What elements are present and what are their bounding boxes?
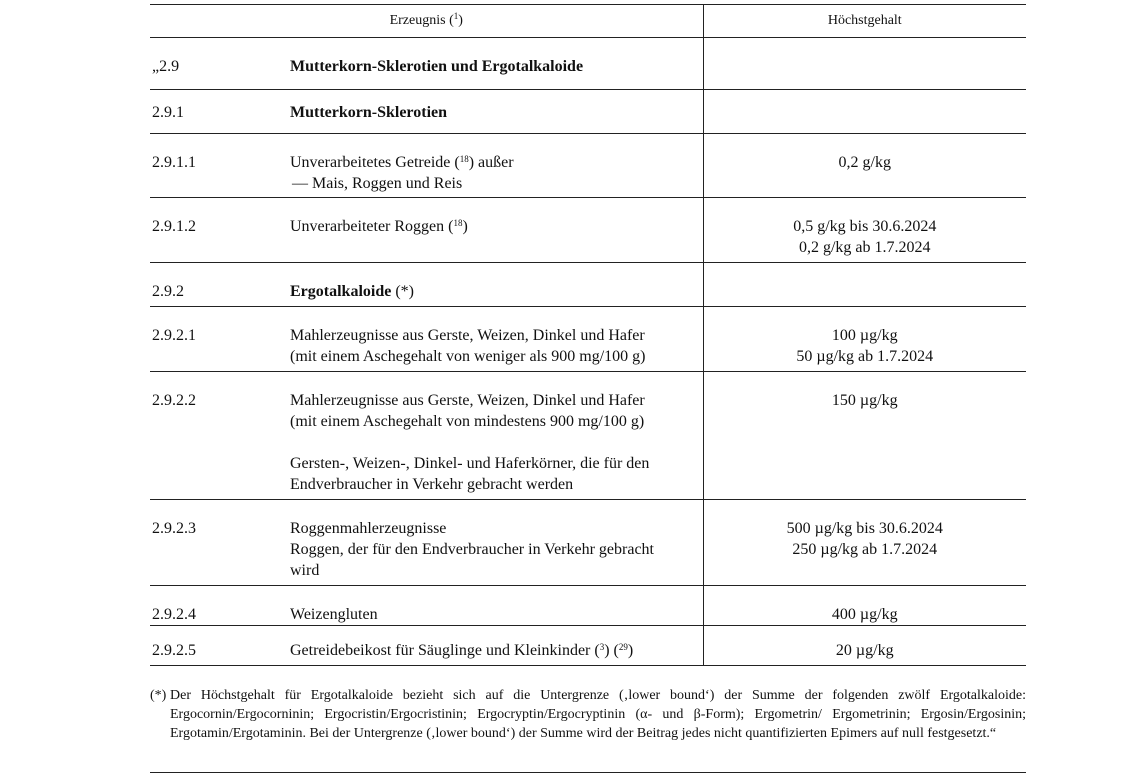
table-row: [150, 500, 1026, 586]
product-line: (mit einem Aschegehalt von mindestens 900 mg/100 g): [290, 413, 645, 430]
contaminant-limits-table: [150, 4, 1026, 666]
product-exception: — Mais, Roggen und Reis: [292, 175, 463, 192]
row-max: [703, 38, 1026, 90]
header-max-content: Höchstgehalt: [703, 5, 1026, 38]
row-max: 20 µg/kg: [703, 626, 1026, 666]
product-text: Unverarbeitetes Getreide: [290, 154, 451, 171]
row-code: 2.9.2.1: [150, 307, 278, 372]
row-max: 0,2 g/kg: [703, 134, 1026, 198]
max-line: 100 µg/kg: [831, 327, 898, 344]
table-row: [150, 372, 1026, 500]
max-line: 500 µg/kg bis 30.6.2024: [786, 520, 943, 537]
product-line: Mahlerzeugnisse aus Gerste, Weizen, Dinkel und Hafer: [290, 327, 645, 344]
row-max: 150 µg/kg: [703, 372, 1026, 500]
table-row: [150, 198, 1026, 263]
row-title-text: Ergotalkaloide: [290, 283, 392, 300]
row-code: 2.9.2.4: [150, 586, 278, 626]
product-line: (mit einem Aschegehalt von weniger als 900 mg/100 g): [290, 348, 646, 365]
row-title: [278, 263, 703, 307]
header-product: Erzeugnis ($^1$): [150, 5, 703, 38]
row-max: [703, 263, 1026, 307]
row-max: [703, 500, 1026, 586]
footnote: [150, 686, 1026, 743]
footnote-ref: 1: [453, 11, 459, 21]
row-code: 2.9.2.5: [150, 626, 278, 666]
product-text: Unverarbeiteter Roggen: [290, 218, 445, 235]
row-product: [278, 500, 703, 586]
footnote-ref: 3: [599, 642, 605, 652]
row-code: 2.9.2: [150, 263, 278, 307]
footnote-marker: (*): [395, 283, 414, 300]
table-row: [150, 263, 1026, 307]
table-row: [150, 586, 1026, 626]
row-code: 2.9.1: [150, 90, 278, 134]
table-row: [150, 134, 1026, 198]
footnote-mark: (*): [150, 688, 167, 703]
row-max: [703, 198, 1026, 263]
product-text: außer: [478, 154, 514, 171]
row-product: Getreidebeikost für Säuglinge und Kleinkinder ($^3$) ($^{29}$): [278, 626, 703, 666]
table-row: [150, 90, 1026, 134]
row-code: 2.9.1.2: [150, 198, 278, 263]
footnote-ref: 18: [459, 154, 469, 164]
product-line: Roggen, der für den Endverbraucher in Verkehr gebracht: [290, 541, 654, 558]
bottom-divider: [150, 772, 1026, 773]
table-row: [150, 626, 1026, 666]
max-line: 0,2 g/kg ab 1.7.2024: [798, 239, 931, 256]
row-product: Unverarbeiteter Roggen ($^{18}$): [278, 198, 703, 263]
row-max: 400 µg/kg: [703, 586, 1026, 626]
row-product: Weizengluten: [278, 586, 703, 626]
max-line: 250 µg/kg ab 1.7.2024: [792, 541, 938, 558]
row-max: [703, 307, 1026, 372]
product-line: wird: [290, 562, 320, 579]
footnote-ref: 29: [618, 642, 628, 652]
table-header-row: [150, 5, 1026, 38]
max-line: 0,5 g/kg bis 30.6.2024: [793, 218, 937, 235]
footnote-text: Der Höchstgehalt für Ergotalkaloide bezieht sich auf die Untergrenze (‚lower bound‘) der Summe der folgenden zwölf Ergotalkaloide: Ergocornin/Ergocorninin; Ergocristin/Ergocristinin; Ergocryptin/Ergocryptinin (α- und β-Form); Ergometrin/ Ergometrinin; Ergosin/Ergosinin; Ergotamin/Ergotaminin. Bei der Untergrenze (‚lower bound‘) der Summe wird der Beitrag jedes nicht quantifizierten Epimers auf null festgesetzt.“: [170, 688, 1026, 741]
table-row: [150, 38, 1026, 90]
product-line: Endverbraucher in Verkehr gebracht werden: [290, 476, 574, 493]
row-code: „2.9: [150, 38, 278, 90]
row-title: Mutterkorn-Sklerotien und Ergotalkaloide: [278, 38, 703, 90]
row-max: [703, 90, 1026, 134]
row-product: [278, 307, 703, 372]
header-product-label: Erzeugnis: [389, 13, 446, 28]
row-code: 2.9.1.1: [150, 134, 278, 198]
row-product: Unverarbeitetes Getreide ($^{18}$) außer — Mais, Roggen und Reis: [278, 134, 703, 198]
footnote-ref: 18: [453, 218, 463, 228]
product-line: Gersten-, Weizen-, Dinkel- und Haferkörner, die für den: [290, 455, 650, 472]
max-line: 50 µg/kg ab 1.7.2024: [796, 348, 934, 365]
table-row: [150, 307, 1026, 372]
row-title: Mutterkorn-Sklerotien: [278, 90, 703, 134]
product-line: Roggenmahlerzeugnisse: [290, 520, 447, 537]
regulation-table-container: [150, 4, 1026, 666]
row-code: 2.9.2.3: [150, 500, 278, 586]
product-text: Getreidebeikost für Säuglinge und Kleinkinder: [290, 642, 591, 659]
product-line: Mahlerzeugnisse aus Gerste, Weizen, Dinkel und Hafer: [290, 392, 645, 409]
row-code: 2.9.2.2: [150, 372, 278, 500]
row-product: [278, 372, 703, 500]
